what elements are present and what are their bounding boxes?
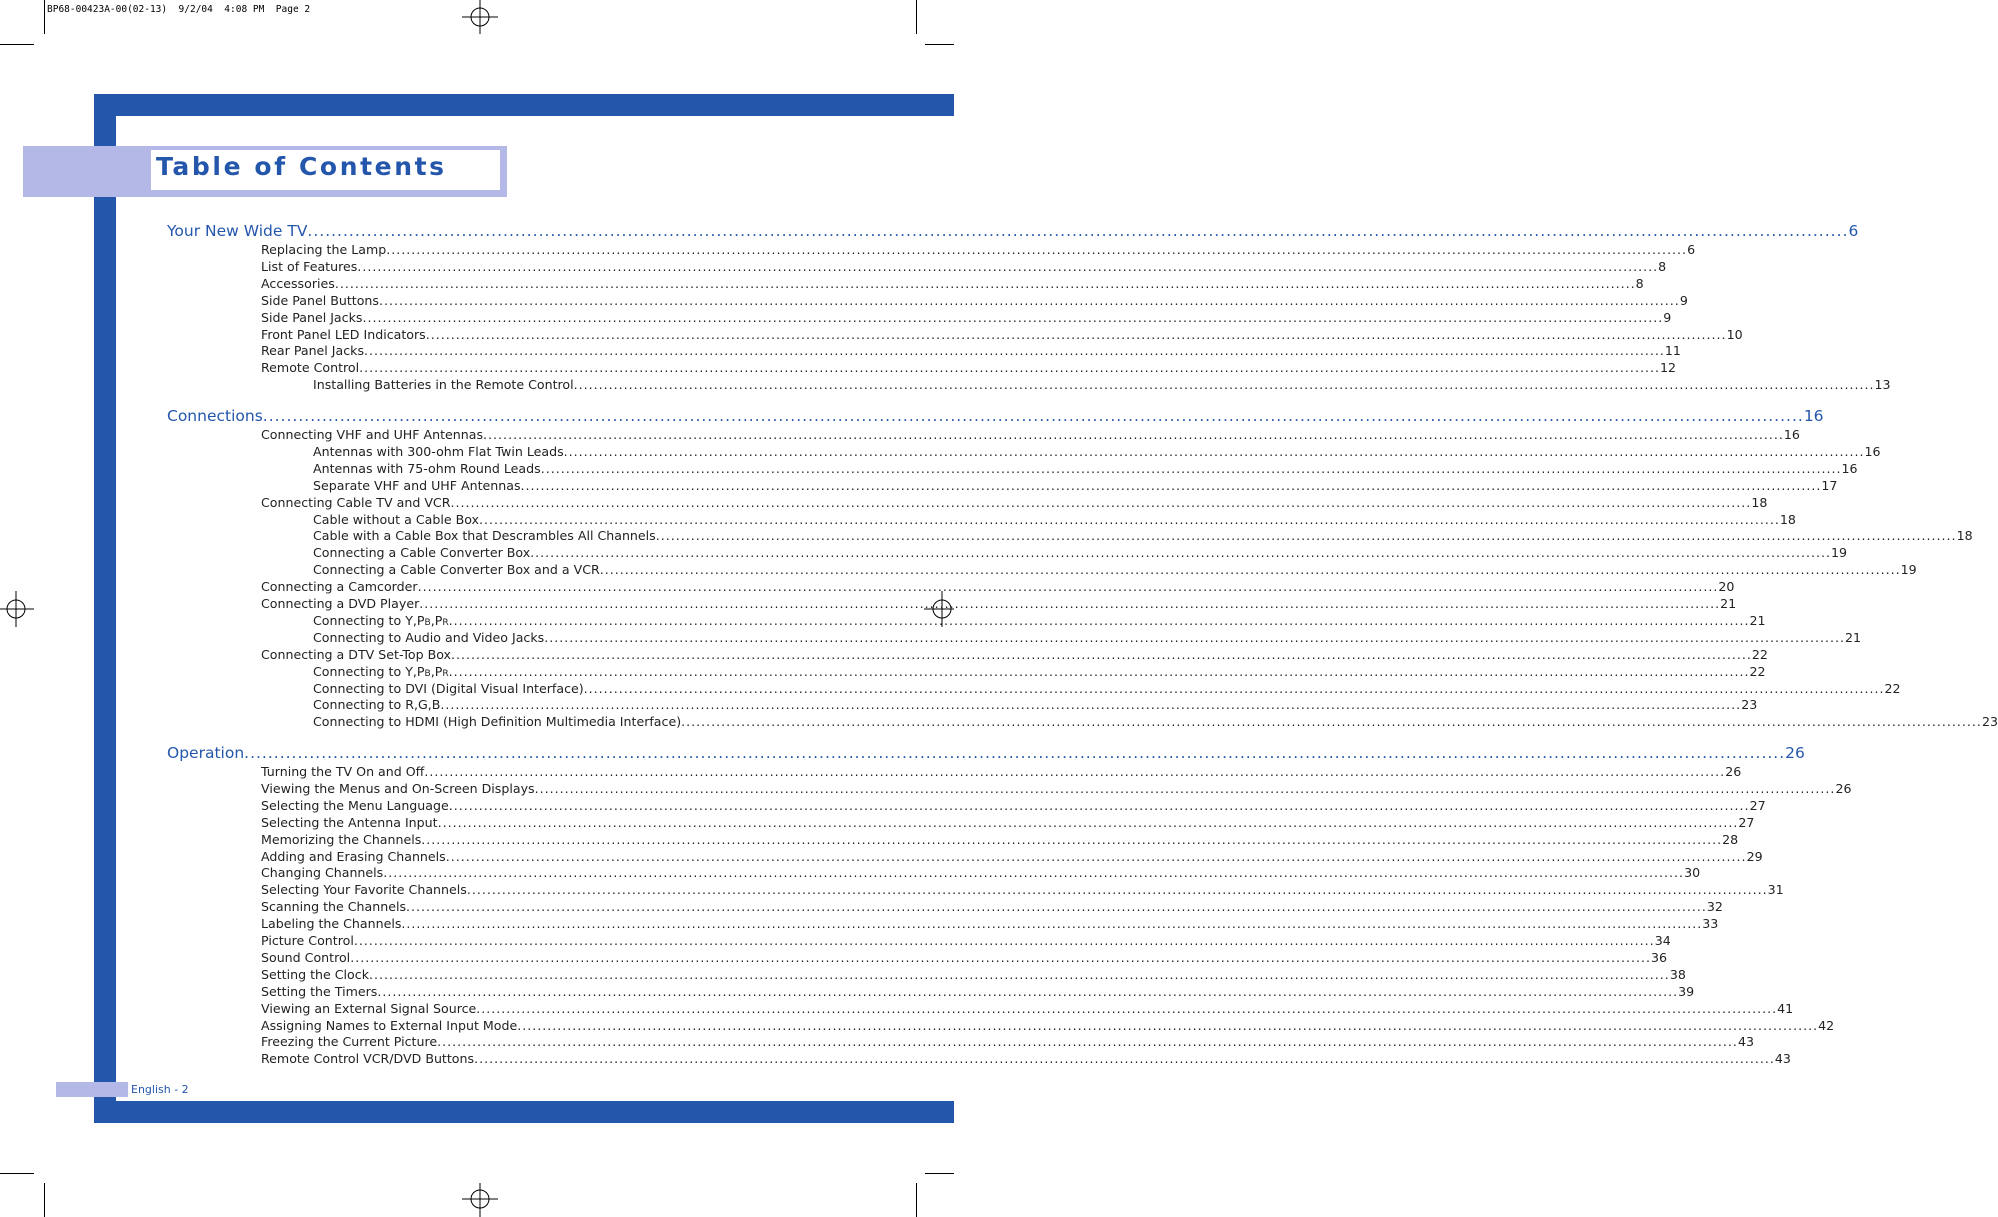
toc-entry-label: Labeling the Channels — [261, 916, 402, 932]
toc-entry — [313, 460, 1858, 476]
toc-leader-dots: .................................................................................................................................................................................................................................................................... — [599, 562, 1901, 578]
toc-entry-label: Cable without a Cable Box — [313, 511, 479, 527]
toc-page-number: 8 — [1635, 275, 1644, 291]
toc-leader-dots: .................................................................................................................................................................................................................................................................... — [563, 443, 1865, 459]
toc-entry-label: Rear Panel Jacks — [261, 343, 365, 359]
toc-leader-dots: .................................................................................................................................................................................................................................................................... — [364, 343, 1665, 359]
toc-leader-dots: .................................................................................................................................................................................................................................................................... — [466, 882, 1768, 898]
toc-entry-label: Selecting the Antenna Input — [261, 814, 438, 830]
toc-section-heading — [167, 744, 1805, 762]
toc-page-number: 20 — [1718, 579, 1735, 595]
toc-entry — [313, 377, 1891, 393]
toc-page-number: 32 — [1706, 899, 1723, 915]
toc-entry — [261, 966, 1686, 982]
toc-page-number: 9 — [1663, 309, 1672, 325]
toc-entry-label: Replacing the Lamp — [261, 242, 387, 257]
toc-page-number: 34 — [1654, 933, 1671, 948]
toc-entry-label: Setting the Clock — [261, 966, 369, 982]
toc-entry-label: Cable with a Cable Box that Descrambles All Channels — [313, 528, 656, 544]
toc-leader-dots: .................................................................................................................................................................................................................................................................... — [406, 899, 1707, 915]
toc-entry-label: Remote Control VCR/DVD Buttons — [261, 1051, 475, 1067]
toc-entry-label: Connecting a DVD Player — [261, 596, 420, 611]
toc-page-number: 23 — [1981, 714, 1998, 730]
toc-leader-dots: .................................................................................................................................................................................................................................................................... — [357, 258, 1659, 274]
toc-leader-dots: .................................................................................................................................................................................................................................................................... — [262, 407, 1804, 425]
toc-entry — [261, 343, 1681, 359]
toc-leader-dots: .................................................................................................................................................................................................................................................................... — [437, 1034, 1738, 1050]
toc-leader-dots: .................................................................................................................................................................................................................................................................... — [424, 764, 1726, 779]
toc-page-number: 30 — [1684, 865, 1701, 881]
toc-entry-label: Accessories — [261, 275, 335, 291]
toc-entry — [261, 780, 1852, 796]
toc-entry-label: List of Features — [261, 258, 358, 274]
toc-entry-label: Installing Batteries in the Remote Control — [313, 377, 574, 393]
toc-entry — [261, 360, 1676, 376]
toc-entry-label: Assigning Names to External Input Mode — [261, 1017, 518, 1033]
toc-page-number: 22 — [1884, 680, 1901, 696]
toc-page-number: 26 — [1725, 764, 1742, 779]
toc-page-number: 18 — [1779, 511, 1796, 527]
toc-entry-label: Sound Control — [261, 949, 351, 965]
toc-page-number: 6 — [1848, 222, 1859, 240]
toc-leader-dots: .................................................................................................................................................................................................................................................................... — [517, 1017, 1819, 1033]
toc-leader-dots: .................................................................................................................................................................................................................................................................... — [448, 663, 1750, 679]
toc-page-number: 17 — [1821, 477, 1838, 493]
toc-page-number: 16 — [1803, 407, 1824, 425]
toc-page-number: 26 — [1785, 744, 1805, 762]
toc-entry-label: Connecting to Audio and Video Jacks — [313, 629, 545, 645]
toc-leader-dots: .................................................................................................................................................................................................................................................................... — [583, 680, 1885, 696]
toc-entry-label: Connecting to R,G,B — [313, 697, 441, 713]
toc-entry — [261, 797, 1766, 813]
toc-leader-dots: .................................................................................................................................................................................................................................................................... — [530, 545, 1832, 561]
toc-entry-label: Connecting a Cable Converter Box — [313, 545, 531, 561]
toc-leader-dots: .................................................................................................................................................................................................................................................................... — [440, 697, 1742, 713]
toc-page-number: 16 — [1841, 460, 1858, 476]
toc-page-number: 19 — [1831, 545, 1848, 561]
toc-entry — [261, 242, 1696, 257]
toc-page-number: 9 — [1679, 292, 1688, 308]
toc-entry — [313, 477, 1838, 493]
toc-entry — [313, 612, 1766, 628]
page-title: Table of Contents — [156, 152, 447, 181]
toc-entry-label: Picture Control — [261, 933, 354, 948]
toc-leader-dots: .................................................................................................................................................................................................................................................................... — [401, 916, 1703, 932]
toc-entry — [313, 562, 1917, 578]
toc-page-number: 36 — [1651, 949, 1668, 965]
toc-page-number: 31 — [1767, 882, 1784, 898]
toc-page-number: 21 — [1749, 612, 1766, 628]
toc-leader-dots: .................................................................................................................................................................................................................................................................... — [307, 222, 1849, 240]
toc-page-number: 33 — [1702, 916, 1719, 932]
toc-entry-label: Connecting a Cable Converter Box and a VCR — [313, 562, 600, 578]
toc-page-number: 16 — [1783, 427, 1800, 442]
toc-entry — [261, 292, 1688, 308]
toc-entry — [313, 545, 1848, 561]
toc-leader-dots: .................................................................................................................................................................................................................................................................... — [417, 579, 1719, 595]
toc-page-number: 13 — [1874, 377, 1891, 393]
toc-entry — [261, 814, 1755, 830]
toc-page-number: 43 — [1737, 1034, 1754, 1050]
toc-leader-dots: .................................................................................................................................................................................................................................................................... — [244, 744, 1786, 762]
toc-entry — [313, 663, 1766, 679]
print-slug: BP68-00423A-00(02-13) 9/2/04 4:08 PM Page 2 — [47, 4, 311, 15]
toc-leader-dots: .................................................................................................................................................................................................................................................................... — [520, 477, 1822, 493]
toc-leader-dots: .................................................................................................................................................................................................................................................................... — [544, 629, 1846, 645]
toc-page-number: 28 — [1722, 831, 1739, 847]
toc-entry-label: Connecting to Y,PB,PR — [313, 663, 449, 679]
toc-page-number: 27 — [1749, 797, 1766, 813]
toc-entry — [261, 916, 1719, 932]
toc-entry-label: Antennas with 75-ohm Round Leads — [313, 460, 541, 476]
toc-entry-label: Adding and Erasing Channels — [261, 848, 446, 864]
toc-leader-dots: .................................................................................................................................................................................................................................................................... — [540, 460, 1842, 476]
toc-leader-dots: .................................................................................................................................................................................................................................................................... — [362, 309, 1664, 325]
toc-page-number: 11 — [1664, 343, 1681, 359]
toc-leader-dots: .................................................................................................................................................................................................................................................................... — [448, 797, 1750, 813]
toc-entry-label: Viewing the Menus and On-Screen Displays — [261, 780, 535, 796]
toc-entry-label: Side Panel Buttons — [261, 292, 379, 308]
toc-entry — [313, 680, 1901, 696]
toc-entry — [261, 326, 1743, 342]
toc-entry-label: Remote Control — [261, 360, 360, 376]
toc-entry-label: Turning the TV On and Off — [261, 764, 425, 779]
toc-entry — [261, 646, 1768, 662]
toc-entry — [261, 596, 1737, 611]
toc-entry — [261, 258, 1667, 274]
toc-entry-label: Memorizing the Channels — [261, 831, 422, 847]
toc-page-number: 22 — [1751, 646, 1768, 662]
toc-entry-label: Connections — [167, 407, 263, 425]
toc-entry-label: Selecting Your Favorite Channels — [261, 882, 467, 898]
toc-page-number: 26 — [1835, 780, 1852, 796]
toc-entry-label: Connecting to DVI (Digital Visual Interface) — [313, 680, 584, 696]
toc-entry-label: Connecting a Camcorder — [261, 579, 418, 595]
toc-entry — [261, 983, 1695, 999]
toc-leader-dots: .................................................................................................................................................................................................................................................................... — [534, 780, 1836, 796]
toc-leader-dots: .................................................................................................................................................................................................................................................................... — [450, 494, 1752, 510]
toc-page-number: 27 — [1738, 814, 1755, 830]
toc-entry-label: Freezing the Current Picture — [261, 1034, 438, 1050]
toc-leader-dots: .................................................................................................................................................................................................................................................................... — [378, 292, 1680, 308]
toc-entry — [261, 933, 1671, 948]
toc-entry — [261, 579, 1735, 595]
toc-entry-label: Connecting a DTV Set-Top Box — [261, 646, 452, 662]
toc-leader-dots: .................................................................................................................................................................................................................................................................... — [448, 612, 1750, 628]
toc-entry — [261, 848, 1763, 864]
toc-entry-label: Antennas with 300-ohm Flat Twin Leads — [313, 443, 564, 459]
toc-page-number: 42 — [1818, 1017, 1835, 1033]
toc-leader-dots: .................................................................................................................................................................................................................................................................... — [368, 966, 1670, 982]
toc-entry-label: Scanning the Channels — [261, 899, 407, 915]
toc-leader-dots: .................................................................................................................................................................................................................................................................... — [479, 511, 1780, 527]
toc-leader-dots: .................................................................................................................................................................................................................................................................... — [334, 275, 1636, 291]
toc-entry-label: Viewing an External Signal Source — [261, 1000, 477, 1016]
toc-page-number: 43 — [1774, 1051, 1791, 1067]
toc-entry — [261, 764, 1742, 779]
toc-entry — [313, 443, 1881, 459]
toc-section-heading — [167, 222, 1859, 240]
toc-entry — [261, 1051, 1791, 1067]
toc-entry — [313, 511, 1796, 527]
toc-entry — [261, 899, 1723, 915]
toc-page-number: 19 — [1900, 562, 1917, 578]
toc-page-number: 23 — [1741, 697, 1758, 713]
toc-leader-dots: .................................................................................................................................................................................................................................................................... — [451, 646, 1752, 662]
toc-entry-label: Connecting to Y,PB,PR — [313, 612, 449, 628]
toc-leader-dots: .................................................................................................................................................................................................................................................................... — [386, 242, 1688, 257]
toc-leader-dots: .................................................................................................................................................................................................................................................................... — [353, 933, 1655, 948]
toc-leader-dots: .................................................................................................................................................................................................................................................................... — [655, 528, 1957, 544]
toc-leader-dots: .................................................................................................................................................................................................................................................................... — [573, 377, 1875, 393]
page-footer: English - 2 — [131, 1083, 189, 1096]
toc-entry-label: Setting the Timers — [261, 983, 378, 999]
toc-entry — [261, 831, 1739, 847]
toc-entry-label: Connecting to HDMI (High Definition Multimedia Interface) — [313, 714, 682, 730]
toc-entry — [261, 1017, 1835, 1033]
toc-entry — [313, 629, 1862, 645]
toc-entry-label: Operation — [167, 744, 245, 762]
toc-entry — [261, 882, 1784, 898]
toc-leader-dots: .................................................................................................................................................................................................................................................................... — [437, 814, 1739, 830]
toc-entry-label: Connecting Cable TV and VCR — [261, 494, 451, 510]
toc-leader-dots: .................................................................................................................................................................................................................................................................... — [483, 427, 1784, 442]
toc-leader-dots: .................................................................................................................................................................................................................................................................... — [359, 360, 1660, 376]
toc-entry — [261, 949, 1668, 965]
toc-entry — [261, 865, 1701, 881]
toc-page-number: 6 — [1687, 242, 1696, 257]
toc-entry-label: Selecting the Menu Language — [261, 797, 449, 813]
toc-page-number: 12 — [1659, 360, 1676, 376]
toc-leader-dots: .................................................................................................................................................................................................................................................................... — [350, 949, 1652, 965]
toc-entry-label: Connecting VHF and UHF Antennas — [261, 427, 484, 442]
toc-entry-label: Separate VHF and UHF Antennas — [313, 477, 521, 493]
toc-page-number: 10 — [1726, 326, 1743, 342]
toc-entry — [261, 1034, 1754, 1050]
toc-page-number: 39 — [1678, 983, 1695, 999]
toc-leader-dots: .................................................................................................................................................................................................................................................................... — [476, 1000, 1778, 1016]
toc-leader-dots: .................................................................................................................................................................................................................................................................... — [445, 848, 1747, 864]
footer-band — [56, 1082, 128, 1097]
toc-entry-label: Changing Channels — [261, 865, 384, 881]
toc-page-number: 41 — [1777, 1000, 1794, 1016]
toc-entry-label: Side Panel Jacks — [261, 309, 363, 325]
toc-section-heading — [167, 407, 1824, 425]
toc-page-number: 21 — [1720, 596, 1737, 611]
toc-entry — [313, 528, 1973, 544]
toc-page-number: 18 — [1956, 528, 1973, 544]
toc-leader-dots: .................................................................................................................................................................................................................................................................... — [383, 865, 1685, 881]
toc-page-number: 29 — [1746, 848, 1763, 864]
toc-leader-dots: .................................................................................................................................................................................................................................................................... — [377, 983, 1679, 999]
toc-entry — [313, 697, 1758, 713]
toc-page-number: 22 — [1749, 663, 1766, 679]
toc-entry — [261, 1000, 1794, 1016]
toc-entry-label: Front Panel LED Indicators — [261, 326, 426, 342]
toc-leader-dots: .................................................................................................................................................................................................................................................................... — [419, 596, 1721, 611]
toc-page-number: 38 — [1669, 966, 1686, 982]
toc-page-number: 8 — [1658, 258, 1667, 274]
toc-entry — [261, 309, 1672, 325]
toc-page-number: 21 — [1845, 629, 1862, 645]
toc-entry-label: Your New Wide TV — [167, 222, 308, 240]
toc-leader-dots: .................................................................................................................................................................................................................................................................... — [681, 714, 1982, 730]
toc-entry — [261, 494, 1768, 510]
toc-entry — [261, 427, 1800, 442]
toc-page-number: 18 — [1751, 494, 1768, 510]
toc-leader-dots: .................................................................................................................................................................................................................................................................... — [421, 831, 1723, 847]
toc-entry — [261, 275, 1644, 291]
toc-page-number: 16 — [1864, 443, 1881, 459]
toc-leader-dots: .................................................................................................................................................................................................................................................................... — [474, 1051, 1775, 1067]
toc-entry — [313, 714, 1998, 730]
toc-leader-dots: .................................................................................................................................................................................................................................................................... — [425, 326, 1727, 342]
